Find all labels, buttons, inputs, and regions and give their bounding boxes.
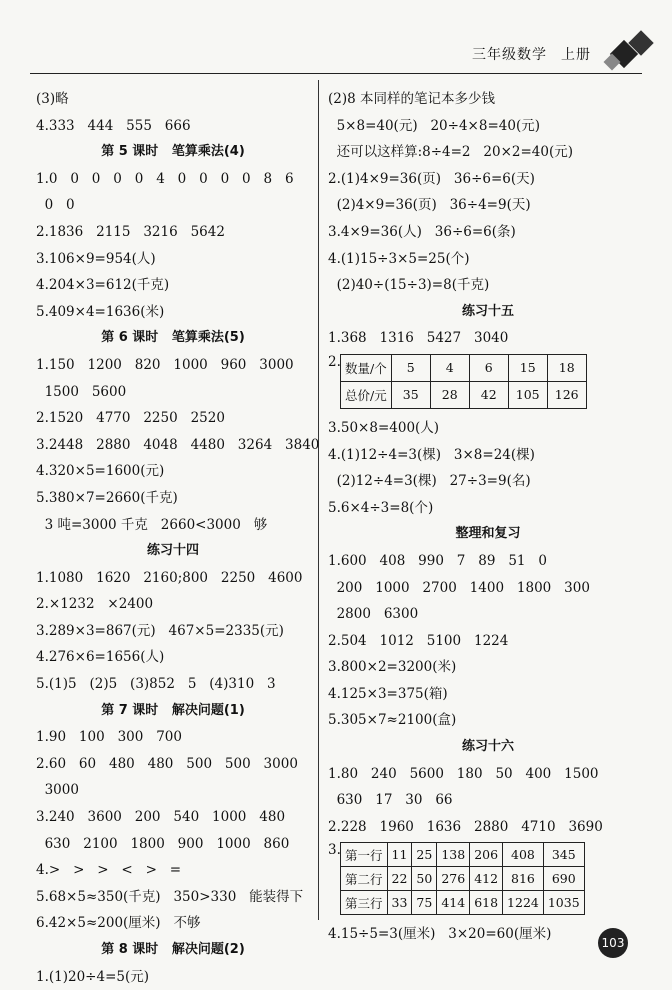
answer-line: 3.106×9=954(人)	[36, 250, 156, 267]
answer-line: 4.(1)15÷3×5=25(个)	[328, 250, 470, 267]
answer-line: 4.333 444 555 666	[36, 117, 191, 134]
answer-line: 2.(1)4×9=36(页) 36÷6=6(天)	[328, 170, 535, 187]
section-heading: 第 7 课时 解决问题(1)	[101, 702, 245, 718]
answer-table-2	[328, 842, 648, 915]
table-cell: 412	[470, 867, 503, 891]
table-cell: 408	[503, 843, 544, 867]
answer-line: (2)4×9=36(页) 36÷4=9(天)	[328, 197, 531, 214]
answer-line: 3.4×9=36(人) 36÷6=6(条)	[328, 223, 516, 240]
answer-line: 1.90 100 300 700	[36, 729, 182, 746]
answer-line: 4.125×3=375(箱)	[328, 685, 448, 702]
page-header	[472, 44, 591, 64]
table-cell: 206	[470, 843, 503, 867]
answer-line: 5.305×7≈2100(盒)	[328, 712, 457, 729]
table-cell: 690	[543, 867, 584, 891]
table-cell: 35	[391, 381, 430, 408]
answer-line: 3.289×3=867(元) 467×5=2335(元)	[36, 622, 284, 639]
left-column	[36, 86, 320, 990]
section-heading: 练习十六	[461, 739, 514, 755]
table-cell: 42	[469, 381, 508, 408]
answer-line: 200 1000 2700 1400 1800 300	[328, 579, 590, 596]
answer-line: 5.380×7=2660(千克)	[36, 489, 178, 506]
answer-line: 2.1836 2115 3216 5642	[36, 223, 225, 240]
answer-line: (2)12÷4=3(棵) 27÷3=9(名)	[328, 473, 531, 490]
answer-line: 1.150 1200 820 1000 960 3000	[36, 356, 294, 373]
table-cell: 33	[387, 891, 412, 915]
section-heading: 第 8 课时 解决问题(2)	[101, 942, 245, 957]
answer-line: 还可以这样算:8÷4=2 20×2=40(元)	[328, 144, 573, 161]
answer-line: 1.600 408 990 7 89 51 0	[328, 552, 547, 569]
answer-line: 6.42×5≈200(厘米) 不够	[36, 915, 201, 932]
table-cell: 138	[437, 843, 470, 867]
table-row	[341, 354, 587, 381]
section-heading: 整理和复习	[455, 526, 521, 542]
answer-line: 3.2448 2880 4048 4480 3264 3840	[36, 436, 320, 453]
answer-table-1	[328, 354, 648, 409]
table-cell: 第二行	[341, 867, 388, 891]
table-label: 3.	[328, 842, 341, 859]
answer-line: 4.204×3=612(千克)	[36, 277, 170, 294]
table-cell: 1035	[543, 891, 584, 915]
section-heading: 练习十五	[461, 303, 514, 319]
header-title: 三年级数学	[472, 47, 547, 63]
column-divider	[318, 80, 319, 920]
answer-line: 5.(1)5 (2)5 (3)852 5 (4)310 3	[36, 676, 276, 693]
table-cell: 75	[412, 891, 437, 915]
table-cell: 414	[437, 891, 470, 915]
answer-line: 2.×1232 ×2400	[36, 596, 154, 613]
table-cell: 276	[437, 867, 470, 891]
table-cell: 第三行	[341, 891, 388, 915]
table-row	[341, 891, 585, 915]
table-cell: 数量/个	[341, 354, 392, 381]
table-cell: 345	[543, 843, 584, 867]
answer-line: 2.228 1960 1636 2880 4710 3690	[328, 818, 603, 835]
answer-line: 2.504 1012 5100 1224	[328, 632, 509, 649]
answer-line: 1.0 0 0 0 0 4 0 0 0 0 8 6	[36, 170, 294, 187]
answer-line: (2)8 本同样的笔记本多少钱	[328, 91, 496, 107]
answer-line: 1.(1)20÷4=5(元)	[36, 968, 150, 985]
answer-line: 5×8=40(元) 20÷4×8=40(元)	[328, 117, 540, 134]
table-cell: 28	[430, 381, 469, 408]
answer-line: 3 吨=3000 千克 2660<3000 够	[36, 516, 268, 533]
table-cell: 5	[391, 354, 430, 381]
answer-line: 630 2100 1800 900 1000 860	[36, 835, 290, 852]
answer-line: 1.80 240 5600 180 50 400 1500	[328, 765, 599, 782]
answer-line: 5.409×4=1636(米)	[36, 303, 165, 320]
answer-line: 2.1520 4770 2250 2520	[36, 410, 225, 427]
answer-line: 4.320×5=1600(元)	[36, 463, 165, 480]
table-cell: 总价/元	[341, 381, 392, 408]
answer-line: 1500 5600	[36, 383, 127, 400]
table-cell: 1224	[503, 891, 544, 915]
answer-line: 630 17 30 66	[328, 792, 453, 809]
table-cell: 15	[508, 354, 547, 381]
table-row	[341, 843, 585, 867]
table-cell: 11	[387, 843, 412, 867]
table-cell: 18	[547, 354, 586, 381]
page-number: 103	[598, 928, 628, 958]
table-cell: 126	[547, 381, 586, 408]
answer-line: 5.68×5≈350(千克) 350>330 能装得下	[36, 888, 304, 905]
answer-line: 2.60 60 480 480 500 500 3000	[36, 755, 298, 772]
answer-line: 3000	[36, 782, 79, 799]
table-cell: 第一行	[341, 843, 388, 867]
answer-line: 5.6×4÷3=8(个)	[328, 499, 434, 516]
answer-line: 4.15÷5=3(厘米) 3×20=60(厘米)	[328, 926, 552, 943]
table-cell: 816	[503, 867, 544, 891]
header-volume: 上册	[561, 47, 591, 63]
answer-line: 4.276×6=1656(人)	[36, 649, 165, 666]
section-heading: 第 5 课时 笔算乘法(4)	[101, 144, 245, 160]
answer-line: 3.240 3600 200 540 1000 480	[36, 809, 286, 826]
answer-line: 1.1080 1620 2160;800 2250 4600	[36, 569, 303, 586]
answer-line: (2)40÷(15÷3)=8(千克)	[328, 277, 490, 294]
answer-line: 1.368 1316 5427 3040	[328, 330, 509, 347]
answer-line: 3.50×8=400(人)	[328, 419, 440, 436]
table-label: 2.	[328, 353, 341, 370]
section-heading: 练习十四	[146, 543, 199, 559]
header-rule	[30, 73, 642, 74]
section-heading: 第 6 课时 笔算乘法(5)	[101, 330, 245, 346]
right-column	[328, 86, 648, 948]
answer-line: 4.(1)12÷4=3(棵) 3×8=24(棵)	[328, 446, 535, 463]
answer-line: (3)略	[36, 91, 69, 107]
answer-line: 2800 6300	[328, 606, 419, 623]
answer-line: 3.800×2=3200(米)	[328, 659, 457, 676]
table-cell: 50	[412, 867, 437, 891]
table-cell: 25	[412, 843, 437, 867]
answer-line: 0 0	[36, 197, 75, 214]
table-cell: 105	[508, 381, 547, 408]
table-cell: 22	[387, 867, 412, 891]
table-cell: 6	[469, 354, 508, 381]
table-cell: 4	[430, 354, 469, 381]
table-row	[341, 867, 585, 891]
table-cell: 618	[470, 891, 503, 915]
answer-line: 4.> > > < > =	[36, 862, 182, 879]
table-row	[341, 381, 587, 408]
